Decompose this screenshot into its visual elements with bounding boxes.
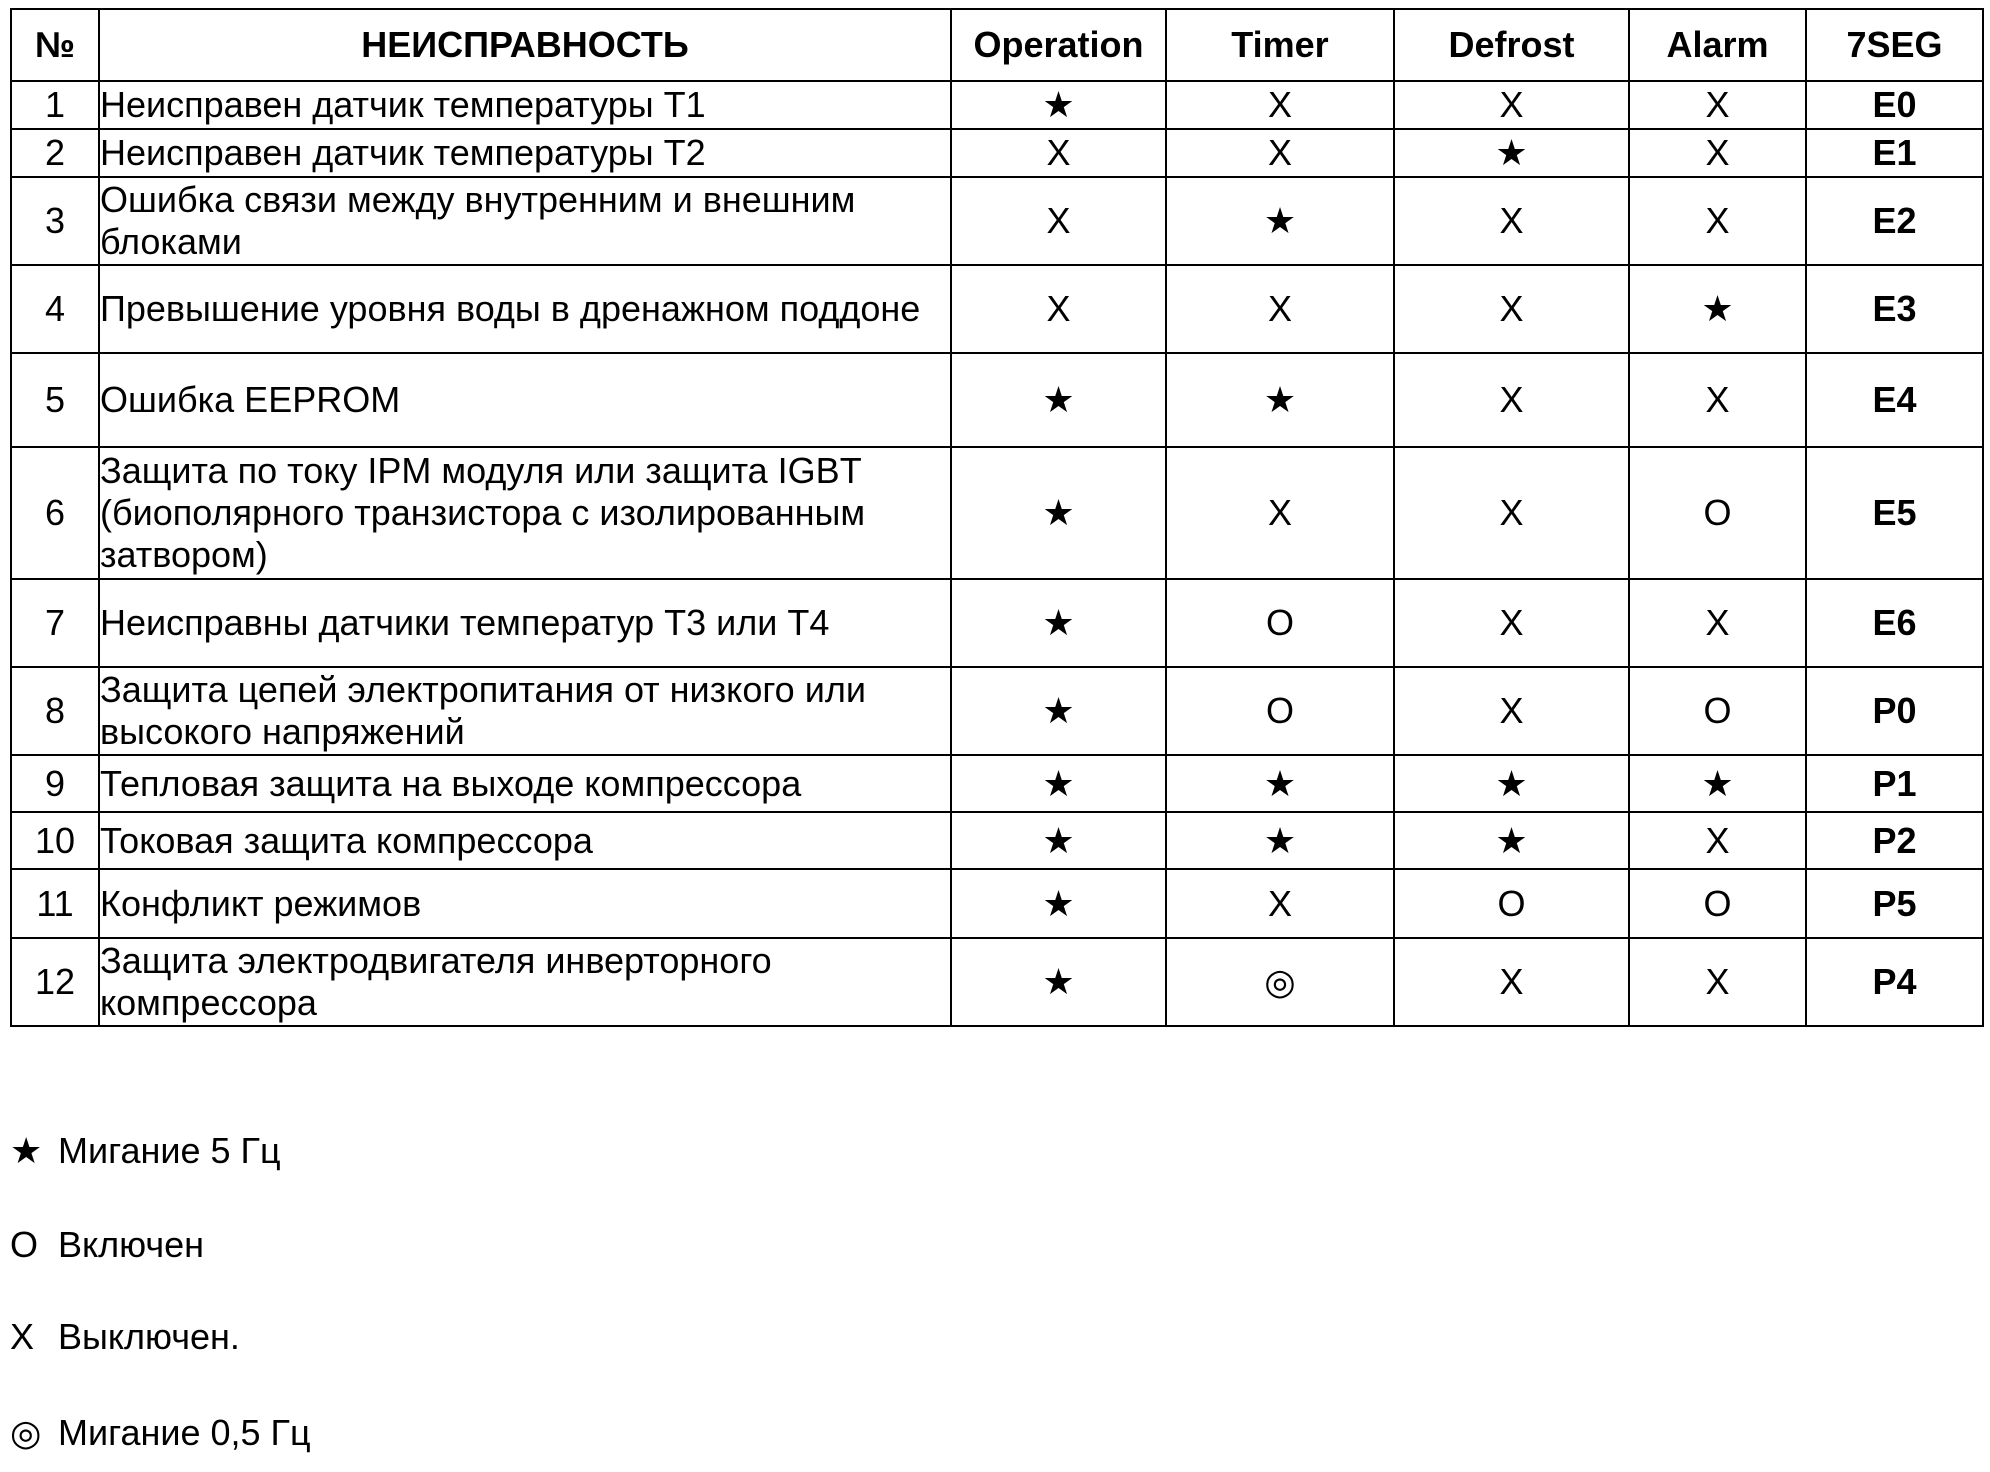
table-row [11, 81, 1983, 129]
timer-indicator: ◎ [1166, 938, 1394, 1026]
error-codes-table [10, 8, 1984, 1027]
alarm-indicator: Х [1629, 938, 1806, 1026]
legend-item [10, 1316, 240, 1358]
operation-indicator: ★ [951, 869, 1166, 938]
operation-indicator: ★ [951, 812, 1166, 869]
legend-text: Включен [58, 1224, 205, 1265]
star-icon: ★ [10, 1130, 43, 1171]
row-number: 10 [11, 812, 99, 869]
header-number: № [11, 9, 99, 81]
row-number: 7 [11, 579, 99, 667]
double-circle-icon: ◎ [10, 1412, 42, 1453]
7seg-code: E2 [1806, 177, 1983, 265]
defrost-indicator: Х [1394, 353, 1629, 447]
legend-text: Выключен. [58, 1316, 240, 1357]
row-number: 11 [11, 869, 99, 938]
timer-indicator: Х [1166, 447, 1394, 579]
operation-indicator: Х [951, 177, 1166, 265]
header-fault: НЕИСПРАВНОСТЬ [99, 9, 951, 81]
fault-description: Конфликт режимов [99, 869, 951, 938]
alarm-indicator: Х [1629, 812, 1806, 869]
row-number: 12 [11, 938, 99, 1026]
table-row [11, 938, 1983, 1026]
alarm-indicator: Х [1629, 177, 1806, 265]
row-number: 1 [11, 81, 99, 129]
7seg-code: E3 [1806, 265, 1983, 353]
operation-indicator: ★ [951, 447, 1166, 579]
header-7seg: 7SEG [1806, 9, 1983, 81]
table-row [11, 353, 1983, 447]
alarm-indicator: О [1629, 667, 1806, 755]
circle-icon: О [10, 1224, 39, 1265]
fault-description: Защита цепей электропитания от низкого или высокого напряжений [99, 667, 951, 755]
fault-description: Ошибка связи между внутренним и внешним блоками [99, 177, 951, 265]
defrost-indicator: ★ [1394, 755, 1629, 812]
row-number: 8 [11, 667, 99, 755]
timer-indicator: Х [1166, 81, 1394, 129]
header-defrost: Defrost [1394, 9, 1629, 81]
alarm-indicator: ★ [1629, 755, 1806, 812]
timer-indicator: ★ [1166, 755, 1394, 812]
7seg-code: P2 [1806, 812, 1983, 869]
header-timer: Timer [1166, 9, 1394, 81]
fault-description: Защита по току IPM модуля или защита IGBT (биополярного транзистора с изолированным затвором) [99, 447, 951, 579]
timer-indicator: О [1166, 579, 1394, 667]
operation-indicator: Х [951, 129, 1166, 177]
operation-indicator: Х [951, 265, 1166, 353]
table-row [11, 667, 1983, 755]
timer-indicator: Х [1166, 869, 1394, 938]
table-row [11, 177, 1983, 265]
defrost-indicator: Х [1394, 265, 1629, 353]
defrost-indicator: ★ [1394, 129, 1629, 177]
7seg-code: P1 [1806, 755, 1983, 812]
defrost-indicator: Х [1394, 938, 1629, 1026]
defrost-indicator: ★ [1394, 812, 1629, 869]
operation-indicator: ★ [951, 81, 1166, 129]
timer-indicator: ★ [1166, 812, 1394, 869]
7seg-code: E6 [1806, 579, 1983, 667]
operation-indicator: ★ [951, 579, 1166, 667]
defrost-indicator: О [1394, 869, 1629, 938]
7seg-code: E4 [1806, 353, 1983, 447]
timer-indicator: Х [1166, 265, 1394, 353]
legend-text: Мигание 5 Гц [58, 1130, 281, 1171]
7seg-code: E1 [1806, 129, 1983, 177]
defrost-indicator: Х [1394, 579, 1629, 667]
alarm-indicator: ★ [1629, 265, 1806, 353]
alarm-indicator: О [1629, 447, 1806, 579]
defrost-indicator: Х [1394, 177, 1629, 265]
fault-description: Неисправен датчик температуры Т2 [99, 129, 951, 177]
table-row [11, 129, 1983, 177]
table-row [11, 755, 1983, 812]
fault-description: Ошибка EEPROM [99, 353, 951, 447]
row-number: 3 [11, 177, 99, 265]
7seg-code: E0 [1806, 81, 1983, 129]
alarm-indicator: Х [1629, 81, 1806, 129]
row-number: 4 [11, 265, 99, 353]
timer-indicator: Х [1166, 129, 1394, 177]
fault-description: Токовая защита компрессора [99, 812, 951, 869]
table-header-row [11, 9, 1983, 81]
table-row [11, 869, 1983, 938]
operation-indicator: ★ [951, 353, 1166, 447]
legend-item [10, 1130, 281, 1172]
table-row [11, 579, 1983, 667]
row-number: 2 [11, 129, 99, 177]
7seg-code: E5 [1806, 447, 1983, 579]
row-number: 6 [11, 447, 99, 579]
7seg-code: P4 [1806, 938, 1983, 1026]
header-operation: Operation [951, 9, 1166, 81]
operation-indicator: ★ [951, 667, 1166, 755]
legend-item [10, 1224, 204, 1266]
table-row [11, 812, 1983, 869]
alarm-indicator: О [1629, 869, 1806, 938]
fault-description: Неисправен датчик температуры Т1 [99, 81, 951, 129]
defrost-indicator: Х [1394, 81, 1629, 129]
operation-indicator: ★ [951, 755, 1166, 812]
defrost-indicator: Х [1394, 667, 1629, 755]
row-number: 5 [11, 353, 99, 447]
fault-description: Тепловая защита на выходе компрессора [99, 755, 951, 812]
cross-icon: Х [10, 1316, 35, 1357]
header-alarm: Alarm [1629, 9, 1806, 81]
fault-description: Превышение уровня воды в дренажном поддоне [99, 265, 951, 353]
timer-indicator: ★ [1166, 353, 1394, 447]
fault-description: Неисправны датчики температур Т3 или Т4 [99, 579, 951, 667]
legend-text: Мигание 0,5 Гц [58, 1412, 311, 1453]
legend-item [10, 1412, 311, 1454]
fault-description: Защита электродвигателя инверторного компрессора [99, 938, 951, 1026]
timer-indicator: О [1166, 667, 1394, 755]
operation-indicator: ★ [951, 938, 1166, 1026]
alarm-indicator: Х [1629, 579, 1806, 667]
row-number: 9 [11, 755, 99, 812]
7seg-code: P5 [1806, 869, 1983, 938]
defrost-indicator: Х [1394, 447, 1629, 579]
table-row [11, 447, 1983, 579]
7seg-code: P0 [1806, 667, 1983, 755]
alarm-indicator: Х [1629, 129, 1806, 177]
alarm-indicator: Х [1629, 353, 1806, 447]
timer-indicator: ★ [1166, 177, 1394, 265]
table-row [11, 265, 1983, 353]
